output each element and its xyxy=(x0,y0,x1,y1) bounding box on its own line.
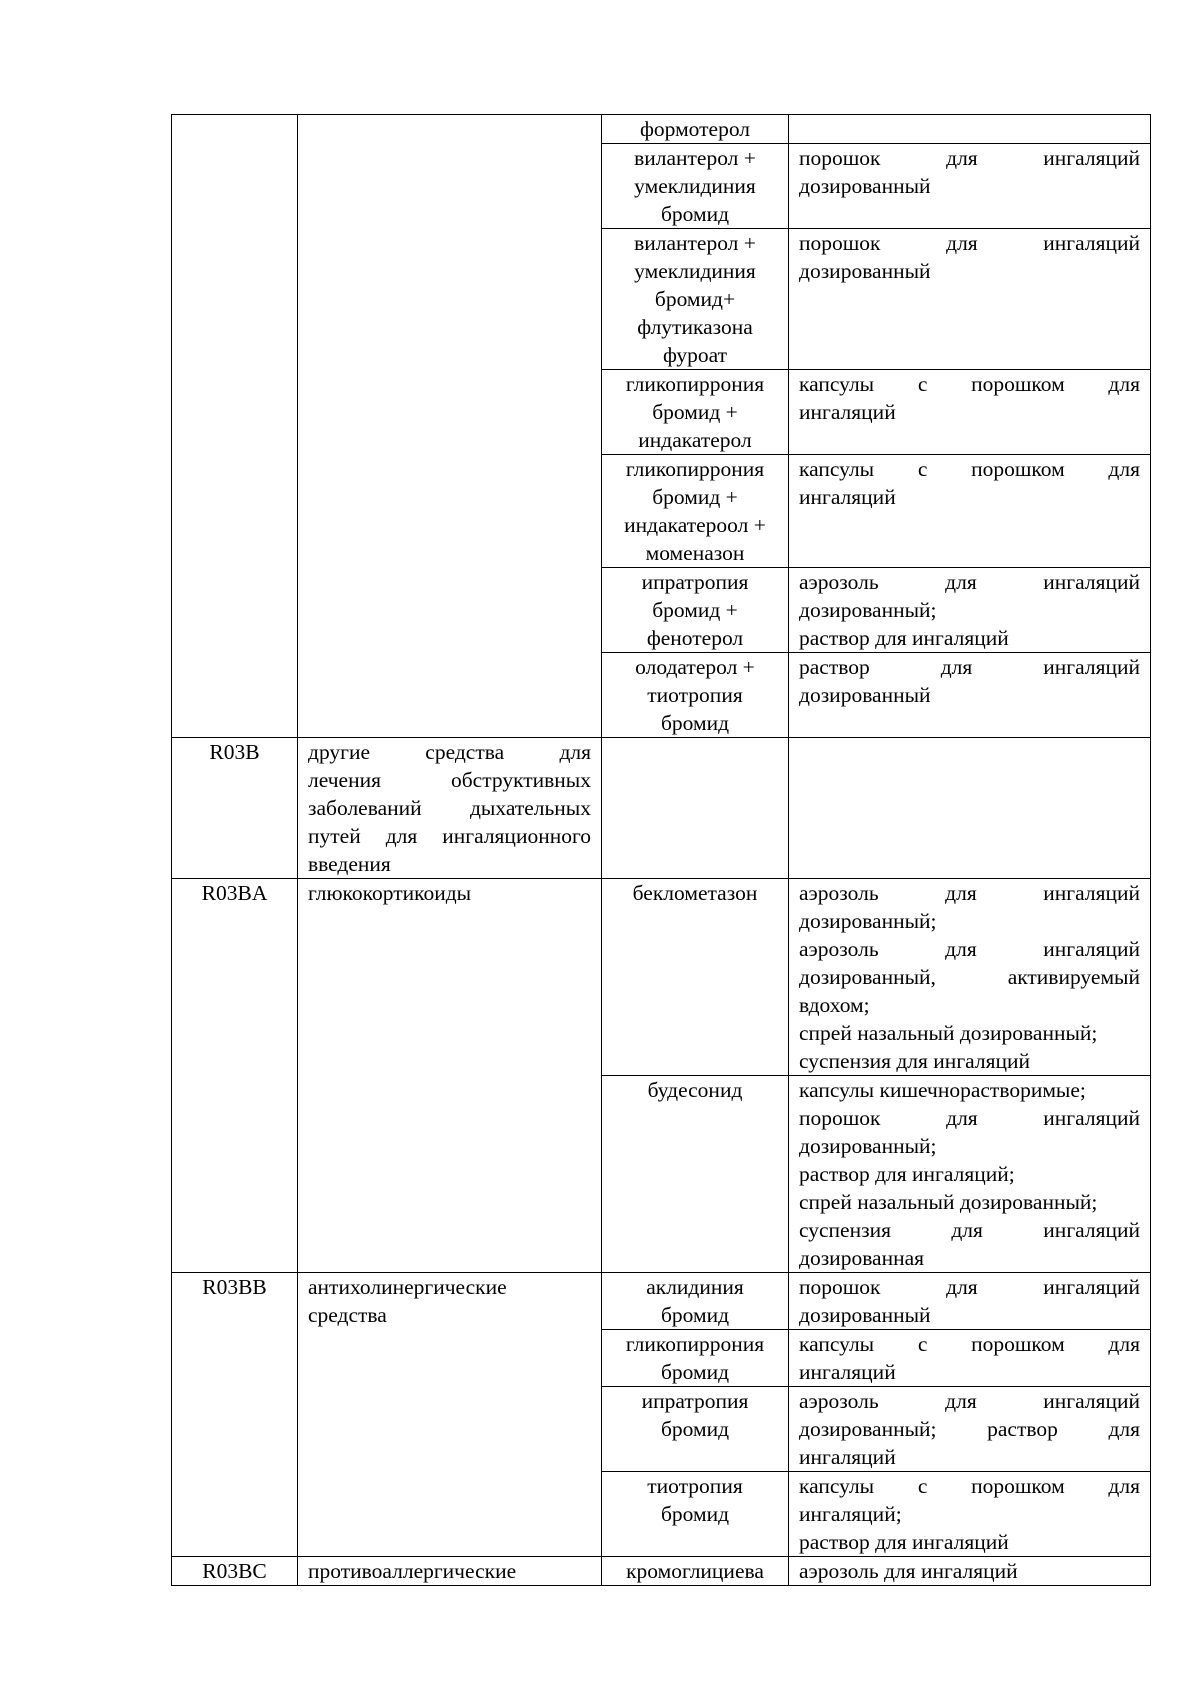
text-line: дозированный xyxy=(799,174,931,198)
text-line: олодатерол + xyxy=(635,655,755,679)
text-line: раствор для ингаляций xyxy=(799,626,1009,650)
text-line: раствор для ингаляций xyxy=(799,655,1140,679)
text-line: умеклидиния xyxy=(634,259,756,283)
text-line: суспензия для ингаляций xyxy=(799,1049,1030,1073)
table-row xyxy=(172,1273,1151,1330)
text-line: индакатерол xyxy=(638,428,752,452)
text-line: дозированный xyxy=(799,683,931,707)
text-line: ингаляций; xyxy=(799,1502,902,1526)
atc-code-cell: R03BB xyxy=(172,1273,298,1557)
text-line: антихолинергические xyxy=(308,1275,507,1299)
text-line: будесонид xyxy=(647,1078,743,1102)
text-line: другие средства для xyxy=(308,740,591,764)
text-line: гликопиррония xyxy=(625,372,765,396)
group-name-cell xyxy=(298,1273,602,1557)
text-line: индакатероол + xyxy=(624,513,766,537)
text-line: вилантерол + xyxy=(634,231,756,255)
text-line: ингаляций xyxy=(799,1445,896,1469)
text-line: бромид + xyxy=(652,400,738,424)
dosage-form-cell xyxy=(789,653,1151,738)
group-name-cell xyxy=(298,738,602,879)
text-line: фуроат xyxy=(662,343,728,367)
atc-code-cell xyxy=(172,115,298,738)
text-line: дозированный; xyxy=(799,1134,937,1158)
text-line: беклометазон xyxy=(632,881,758,905)
text-line: ипратропия xyxy=(641,570,749,594)
text-line: введения xyxy=(308,852,391,876)
drug-cell xyxy=(602,653,789,738)
text-line: раствор для ингаляций xyxy=(799,1530,1009,1554)
text-line: аэрозоль для ингаляций xyxy=(799,937,1140,961)
dosage-form-cell xyxy=(789,1387,1151,1472)
text-line: бромид + xyxy=(652,485,738,509)
text-line: раствор для ингаляций; xyxy=(799,1162,1015,1186)
dosage-form-cell xyxy=(789,1076,1151,1273)
text-line: средства xyxy=(308,1303,387,1327)
text-line: дозированный; раствор для xyxy=(799,1417,1140,1441)
group-name-cell xyxy=(298,115,602,738)
drug-cell xyxy=(602,568,789,653)
text-line: вилантерол + xyxy=(634,146,756,170)
table-row xyxy=(172,879,1151,1076)
text-line: дозированный; xyxy=(799,909,937,933)
drug-cell xyxy=(602,1076,789,1273)
text-line: тиотропия xyxy=(647,683,743,707)
text-line: фенотерол xyxy=(646,626,744,650)
text-line: порошок для ингаляций xyxy=(799,146,1140,170)
text-line: формотерол xyxy=(639,117,751,141)
dosage-form-cell xyxy=(789,1330,1151,1387)
drug-cell xyxy=(602,1472,789,1557)
text-line: ингаляций xyxy=(799,1360,896,1384)
dosage-form-cell xyxy=(789,1273,1151,1330)
text-line: моменазон xyxy=(645,541,745,565)
drug-cell xyxy=(602,455,789,568)
text-line: бромид xyxy=(660,1303,730,1327)
text-line: аэрозоль для ингаляций xyxy=(799,1389,1140,1413)
text-line: суспензия для ингаляций xyxy=(799,1218,1140,1242)
text-line: ипратропия xyxy=(641,1389,749,1413)
text-line: капсулы с порошком для xyxy=(799,457,1140,481)
text-line: бромид xyxy=(660,1417,730,1441)
text-line: бромид xyxy=(660,202,730,226)
drug-cell xyxy=(602,229,789,370)
group-name-cell xyxy=(298,879,602,1273)
dosage-form-cell xyxy=(789,1472,1151,1557)
text-line: спрей назальный дозированный; xyxy=(799,1021,1098,1045)
atc-code-cell: R03BC xyxy=(172,1557,298,1586)
text-line: умеклидиния xyxy=(634,174,756,198)
text-line: противоаллергические xyxy=(308,1559,517,1583)
text-line: капсулы с порошком для xyxy=(799,1332,1140,1356)
text-line: дозированная xyxy=(799,1246,925,1270)
atc-code-cell: R03BA xyxy=(172,879,298,1273)
drug-table xyxy=(171,114,1151,1586)
drug-cell xyxy=(602,1330,789,1387)
table-row xyxy=(172,115,1151,144)
text-line: порошок для ингаляций xyxy=(799,231,1140,255)
dosage-form-cell xyxy=(789,455,1151,568)
drug-cell xyxy=(602,879,789,1076)
text-line: бромид xyxy=(660,711,730,735)
text-line: дозированный; xyxy=(799,598,937,622)
text-line: тиотропия xyxy=(647,1474,743,1498)
text-line: порошок для ингаляций xyxy=(799,1275,1140,1299)
text-line: ингаляций xyxy=(799,400,896,424)
text-line: аэрозоль для ингаляций xyxy=(799,881,1140,905)
drug-cell xyxy=(602,738,789,879)
table-row xyxy=(172,1557,1151,1586)
text-line: путей для ингаляционного xyxy=(308,824,591,848)
group-name-cell xyxy=(298,1557,602,1586)
dosage-form-cell xyxy=(789,1557,1151,1586)
text-line: дозированный, активируемый xyxy=(799,965,1140,989)
drug-cell xyxy=(602,1387,789,1472)
text-line: порошок для ингаляций xyxy=(799,1106,1140,1130)
text-line: гликопиррония xyxy=(625,1332,765,1356)
text-line: дозированный xyxy=(799,1303,931,1327)
dosage-form-cell xyxy=(789,370,1151,455)
text-line: аэрозоль для ингаляций xyxy=(799,1559,1018,1583)
text-line: бромид + xyxy=(652,598,738,622)
text-line: капсулы с порошком для xyxy=(799,372,1140,396)
text-line: бромид+ xyxy=(654,287,736,311)
dosage-form-cell xyxy=(789,144,1151,229)
drug-cell xyxy=(602,370,789,455)
text-line: ингаляций xyxy=(799,485,896,509)
text-line: заболеваний дыхательных xyxy=(308,796,591,820)
atc-code-cell: R03B xyxy=(172,738,298,879)
text-line: бромид xyxy=(660,1502,730,1526)
drug-cell xyxy=(602,1557,789,1586)
text-line: гликопиррония xyxy=(625,457,765,481)
drug-cell xyxy=(602,115,789,144)
dosage-form-cell xyxy=(789,229,1151,370)
dosage-form-cell xyxy=(789,879,1151,1076)
drug-cell xyxy=(602,144,789,229)
dosage-form-cell xyxy=(789,115,1151,144)
dosage-form-cell xyxy=(789,738,1151,879)
text-line: вдохом; xyxy=(799,993,870,1017)
text-line: дозированный xyxy=(799,259,931,283)
drug-cell xyxy=(602,1273,789,1330)
text-line: глюкокортикоиды xyxy=(308,881,472,905)
text-line: кромоглициева xyxy=(626,1559,764,1583)
text-line: флутиказона xyxy=(637,315,753,339)
text-line: бромид xyxy=(660,1360,730,1384)
dosage-form-cell xyxy=(789,568,1151,653)
text-line: капсулы с порошком для xyxy=(799,1474,1140,1498)
table-row xyxy=(172,738,1151,879)
text-line: капсулы кишечнорастворимые; xyxy=(799,1078,1086,1102)
text-line: спрей назальный дозированный; xyxy=(799,1190,1098,1214)
text-line: лечения обструктивных xyxy=(308,768,591,792)
text-line: аклидиния xyxy=(646,1275,744,1299)
text-line: аэрозоль для ингаляций xyxy=(799,570,1140,594)
